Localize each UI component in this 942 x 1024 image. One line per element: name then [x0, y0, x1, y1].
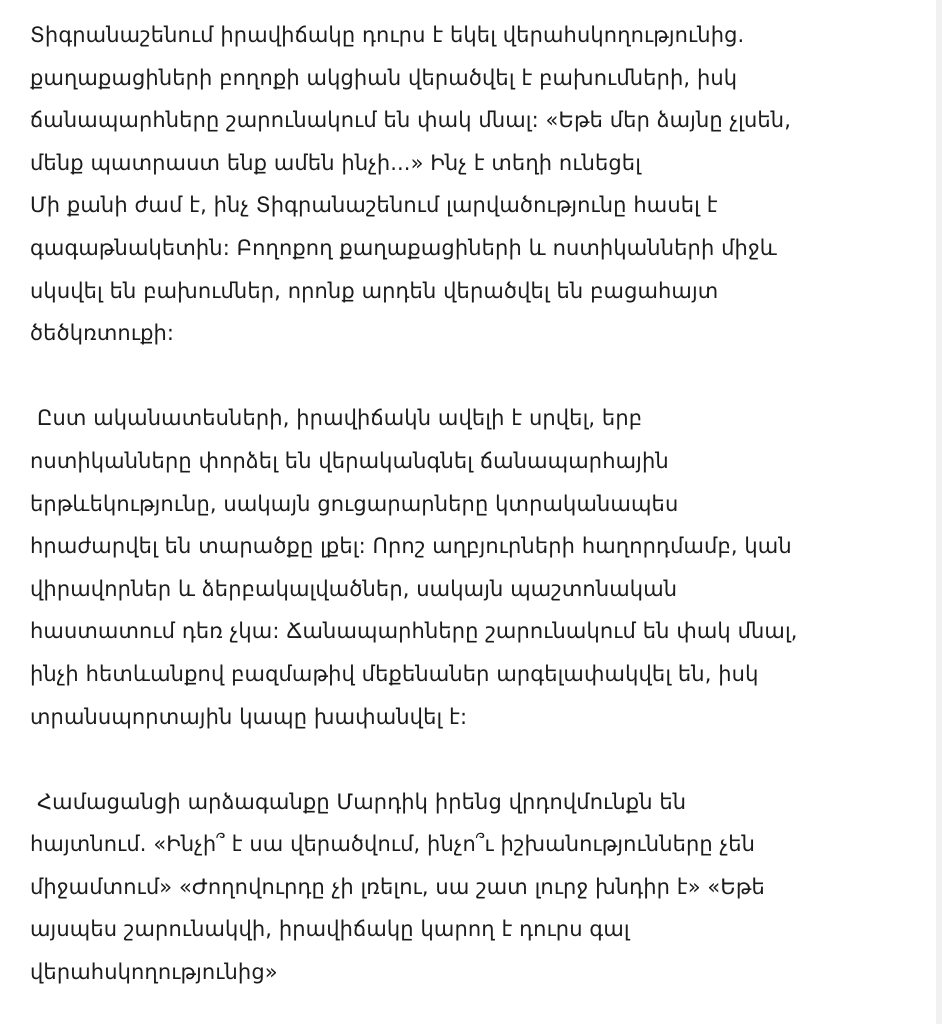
- text-line: հաստատում դեռ չկա: Ճանապարհները շարունակում են փակ մնալ,: [30, 619, 798, 644]
- text-line: Ըստ ականատեսների, իրավիճակն ավելի է սրվել, երբ: [37, 406, 643, 431]
- text-line: Համացանցի արձագանքը Մարդիկ իրենց վրդովմունքն են: [37, 789, 687, 814]
- text-line: երթևեկությունը, սակայն ցուցարարները կտրականապես: [30, 491, 679, 516]
- paragraph-spacer: [30, 738, 920, 781]
- text-line: այսպես շարունակվի, իրավիճակը կարող է դուրս գալ: [30, 917, 630, 942]
- text-line: սկսվել են բախումներ, որոնք արդեն վերածվել են բացահայտ: [30, 278, 719, 303]
- text-line: հայտնում. «Ինչի՞ է սա վերածվում, ինչո՞ւ իշխանությունները չեն: [30, 832, 756, 857]
- text-line: Տիգրանաշենում իրավիճակը դուրս է եկել վերահսկողությունից.: [30, 23, 745, 47]
- text-line: քաղաքացիների բողոքի ակցիան վերածվել է բախումների, իսկ: [30, 65, 738, 90]
- paragraph-spacer: [30, 355, 920, 398]
- text-line: Մի քանի ժամ է, ինչ Տիգրանաշենում լարվածությունը հասել է: [30, 193, 718, 218]
- text-line: ճանապարհները շարունակում են փակ մնալ: «Եթե մեր ձայնը չլսեն,: [30, 108, 791, 133]
- text-line: հրաժարվել են տարածքը լքել: Որոշ աղբյուրների հաղորդմամբ, կան: [30, 534, 792, 559]
- text-line: մենք պատրաստ ենք ամեն ինչի...» Ինչ է տեղի ունեցել: [30, 150, 641, 175]
- text-line: միջամտում» «Ժողովուրդը չի լռելու, սա շատ լուրջ խնդիր է» «Եթե: [30, 874, 765, 899]
- text-line: ոստիկանները փորձել են վերականգնել ճանապարհային: [30, 448, 669, 473]
- text-line: վիրավորներ և ձերբակալվածներ, սակայն պաշտոնական: [30, 576, 678, 601]
- text-line: տրանսպորտային կապը խափանվել է:: [30, 704, 468, 729]
- article-body: [30, 14, 920, 994]
- text-line: գագաթնակետին: Բողոքող քաղաքացիների և ոստիկանների միջև: [30, 235, 777, 260]
- paragraph: [30, 781, 920, 994]
- text-line: ծեծկռտուքի:: [30, 321, 175, 346]
- text-line: ինչի հետևանքով բազմաթիվ մեքենաներ արգելափակվել են, իսկ: [30, 661, 759, 686]
- paragraph: [30, 397, 920, 738]
- paragraph: [30, 14, 920, 355]
- page-edge: [936, 0, 942, 1024]
- text-line: վերահսկողությունից»: [30, 960, 278, 985]
